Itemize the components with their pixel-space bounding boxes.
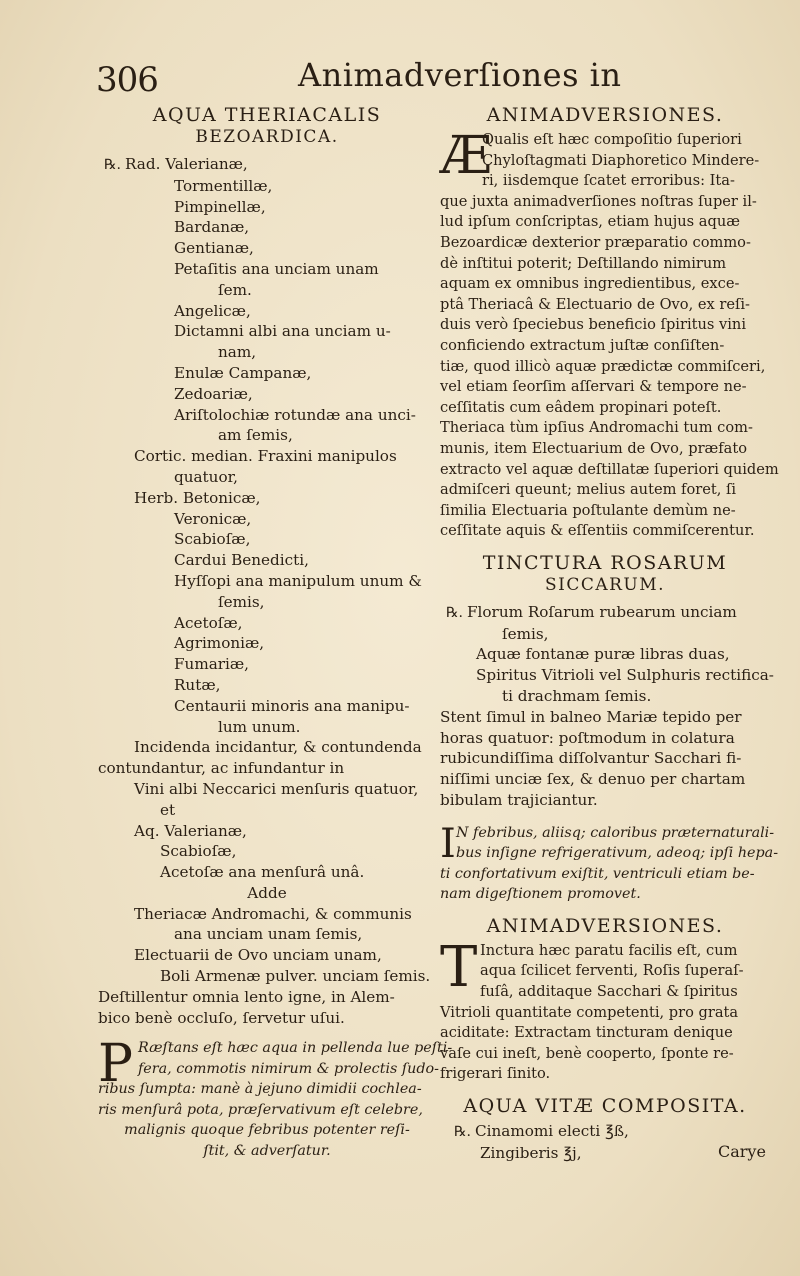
recipe-line: Veronicæ, bbox=[174, 509, 252, 528]
running-title: Animadverſiones in bbox=[298, 56, 622, 94]
text-line: Bezoardicæ dexterior præparatio commo- bbox=[440, 233, 751, 251]
recipe-line: Deſtillentur omnia lento igne, in Alem- bbox=[98, 987, 395, 1006]
text-line: admiſceri queunt; melius autem foret, ſi bbox=[440, 481, 737, 499]
text-line: aciditate: Extractam tincturam denique bbox=[440, 1024, 733, 1042]
note-line: ris menſurâ pota, præſervativum eſt celebre, bbox=[98, 1101, 423, 1118]
recipe-line: Acetoſæ ana menſurâ unâ. bbox=[160, 863, 365, 882]
heading-line-2: BEZOARDICA. bbox=[195, 127, 339, 147]
note-line: nam digeſtionem promovet. bbox=[440, 886, 641, 903]
recipe-line: Ariſtolochiæ rotundæ ana unci- bbox=[174, 405, 416, 424]
recipe-text: Cinamomi electi ℥ß, bbox=[475, 1122, 629, 1140]
catchword: Carye bbox=[718, 1142, 766, 1161]
text-line: vaſe cui ineſt, benè cooperto, ſponte re- bbox=[440, 1044, 734, 1062]
drop-capital: P bbox=[98, 1034, 133, 1095]
recipe-text: Rad. Valerianæ, bbox=[125, 155, 248, 173]
recipe-mark: ℞. bbox=[446, 604, 464, 621]
recipe-line: Zedoariæ, bbox=[174, 384, 253, 403]
text-line: Chyloſtagmati Diaphoretico Mindere- bbox=[482, 151, 760, 169]
text-line: duis verò ſpeciebus beneficio ſpiritus vini bbox=[440, 316, 746, 334]
text-line: frigerari ſinito. bbox=[440, 1065, 551, 1083]
recipe-line: Cortic. median. Fraxini manipulos bbox=[134, 447, 397, 466]
text-line: Qualis eſt hæc compoſitio ſuperiori bbox=[482, 131, 742, 148]
recipe-text: Florum Roſarum rubearum unciam bbox=[467, 602, 737, 621]
recipe-mark: ℞. bbox=[104, 157, 122, 173]
recipe-line: ſem. bbox=[218, 280, 252, 299]
recipe-line: Tormentillæ, bbox=[174, 176, 273, 195]
text-line: dè inſtitui poterit; Deſtillando nimirum bbox=[440, 254, 727, 272]
recipe-line: ſemis, bbox=[502, 624, 549, 643]
recipe-line: Boli Armenæ pulver. unciam ſemis. bbox=[160, 967, 431, 986]
text-line: extracto vel aquæ deſtillatæ ſuperiori quidem bbox=[440, 460, 779, 478]
recipe-list bbox=[98, 154, 436, 1028]
text-line: aquam ex omnibus ingredientibus, exce- bbox=[440, 275, 740, 293]
recipe-line: Electuarii de Ovo unciam unam, bbox=[134, 946, 382, 965]
recipe-line: ſemis, bbox=[218, 592, 265, 611]
recipe-line: Enulæ Campanæ, bbox=[174, 363, 312, 382]
drop-capital: T bbox=[440, 934, 478, 1000]
text-line: munis, item Electuarium de Ovo, præfato bbox=[440, 439, 748, 457]
text-line: vel etiam ſeorſim aſſervari & tempore ne- bbox=[440, 378, 747, 396]
note-line: fera, commotis nimirum & prolectis ſudo- bbox=[138, 1060, 439, 1077]
recipe-line: lum unum. bbox=[218, 717, 301, 736]
left-heading bbox=[98, 104, 436, 148]
text-line: Inctura hæc paratu facilis eſt, cum bbox=[480, 941, 738, 959]
text-line: tiæ, quod illicò aquæ prædictæ commiſceri, bbox=[440, 357, 766, 375]
recipe-line: am ſemis, bbox=[218, 426, 293, 445]
recipe-line: Agrimoniæ, bbox=[174, 634, 265, 653]
animadversiones-heading: ANIMADVERSIONES. bbox=[486, 104, 724, 126]
recipe-mark: ℞. bbox=[454, 1124, 472, 1140]
text-line: Theriaca tùm ipſius Andromachi tum com- bbox=[440, 419, 753, 437]
recipe-line: Petaſitis ana unciam unam bbox=[174, 259, 379, 278]
right-column bbox=[440, 104, 779, 1164]
recipe-line: Theriacæ Andromachi, & communis bbox=[134, 904, 412, 923]
recipe-line: nam, bbox=[218, 343, 257, 362]
recipe-line: Centaurii minoris ana manipu- bbox=[174, 696, 410, 715]
animadversiones-paragraph-2 bbox=[440, 934, 770, 1085]
tinctura-note bbox=[440, 820, 779, 905]
recipe-line bbox=[440, 1121, 770, 1143]
tinctura-heading bbox=[440, 552, 770, 596]
recipe-line: ana unciam unam ſemis, bbox=[174, 925, 363, 944]
left-column bbox=[98, 104, 453, 1161]
text-line: ri, iisdemque ſcatet erroribus: Ita- bbox=[482, 172, 735, 190]
recipe-line: Spiritus Vitrioli vel Sulphuris rectifica- bbox=[476, 666, 774, 685]
recipe-line: Acetoſæ, bbox=[174, 613, 243, 632]
text-line: ceſſitate aquis & eſſentiis commiſcerentur. bbox=[440, 522, 755, 540]
text-line: ceſſitatis cum eâdem propinari poteſt. bbox=[440, 398, 722, 416]
recipe-line: Aquæ fontanæ puræ libras duas, bbox=[476, 645, 730, 664]
page-number: 306 bbox=[96, 60, 158, 100]
note-line: malignis quoque febribus potenter reſi- bbox=[124, 1122, 410, 1139]
recipe-line: Pimpinellæ, bbox=[174, 197, 266, 216]
recipe-line: horas quatuor: poſtmodum in colatura bbox=[440, 728, 735, 747]
text-line: Vitrioli quantitate competenti, pro grata bbox=[440, 1003, 739, 1021]
heading-line-1: AQUA THERIACALIS bbox=[152, 104, 382, 126]
heading-line-2: SICCARUM. bbox=[544, 574, 666, 595]
note-line: ſtit, & adverſatur. bbox=[203, 1142, 331, 1159]
text-line: fuſâ, additaque Sacchari & ſpiritus bbox=[480, 983, 738, 1001]
note-paragraph bbox=[98, 1034, 453, 1161]
recipe-line: Dictamni albi ana unciam u- bbox=[174, 322, 391, 341]
note-line: Ræſtans eſt hæc aqua in pellenda lue peſti- bbox=[138, 1040, 453, 1057]
recipe-line: Gentianæ, bbox=[174, 239, 254, 258]
recipe-line: Herb. Betonicæ, bbox=[134, 488, 261, 507]
note-line: ribus ſumpta: manè à jejuno dimidii cochlea- bbox=[98, 1081, 422, 1098]
recipe-line: Vini albi Neccarici menſuris quatuor, bbox=[134, 779, 419, 798]
recipe-line: quatuor, bbox=[174, 467, 239, 486]
recipe-line: niſſimi unciæ ſex, & denuo per chartam bbox=[440, 770, 746, 789]
recipe-line: Adde bbox=[247, 883, 287, 902]
recipe-line: Hyſſopi ana manipulum unum & bbox=[174, 571, 422, 590]
recipe-line: contundantur, ac infundantur in bbox=[98, 759, 345, 778]
drop-capital: I bbox=[440, 820, 456, 867]
animadversiones-heading-2: ANIMADVERSIONES. bbox=[486, 914, 724, 937]
recipe-line: Zingiberis ℥j, bbox=[480, 1143, 582, 1162]
recipe-line: Scabioſæ, bbox=[174, 530, 251, 549]
recipe-line: bico benè occluſo, ſervetur uſui. bbox=[98, 1008, 345, 1027]
recipe-line: Fumariæ, bbox=[174, 655, 249, 674]
text-line: conficiendo extractum juſtæ conſiſten- bbox=[440, 336, 725, 354]
recipe-line: Aq. Valerianæ, bbox=[134, 821, 247, 840]
recipe-line: Rutæ, bbox=[174, 675, 221, 694]
recipe-line: Incidenda incidantur, & contundenda bbox=[134, 738, 422, 757]
recipe-line bbox=[98, 154, 436, 176]
recipe-line: ti drachmam ſemis. bbox=[502, 687, 652, 706]
text-line: que juxta animadverſiones noſtras ſuper il- bbox=[440, 192, 757, 210]
note-line: bus inſigne refrigerativum, adeoq; ipſi hepa- bbox=[456, 845, 779, 862]
recipe-line: Angelicæ, bbox=[174, 301, 251, 320]
recipe-line: Stent ſimul in balneo Mariæ tepido per bbox=[440, 707, 742, 726]
note-line: ti confortativum exiſtit, ventriculi etiam be- bbox=[440, 865, 755, 882]
heading-line-1: TINCTURA ROSARUM bbox=[482, 551, 728, 574]
text-line: aqua ſcilicet ferventi, Roſis ſuperaſ- bbox=[480, 962, 744, 980]
text-line: ſimilia Electuaria poſtulante demùm ne- bbox=[440, 501, 736, 519]
text-line: lud ipſum conſcriptas, etiam hujus aquæ bbox=[440, 213, 740, 231]
animadversiones-paragraph bbox=[440, 126, 779, 542]
tinctura-recipe bbox=[440, 602, 774, 811]
drop-capital: Æ bbox=[440, 126, 493, 186]
text-line: ptâ Theriacâ & Electuario de Ovo, ex reſi- bbox=[440, 295, 750, 313]
recipe-line: bibulam trajiciantur. bbox=[440, 791, 598, 810]
recipe-line: rubicundiſſima diſſolvantur Sacchari fi- bbox=[440, 749, 742, 768]
note-line: N febribus, aliisq; caloribus præternaturali- bbox=[456, 824, 775, 841]
recipe-line bbox=[440, 602, 770, 624]
recipe-line: Bardanæ, bbox=[174, 218, 250, 237]
recipe-line: et bbox=[160, 800, 176, 819]
aqua-vitae-heading: AQUA VITÆ COMPOSITA. bbox=[463, 1095, 747, 1117]
recipe-line: Scabioſæ, bbox=[160, 842, 237, 861]
recipe-line: Cardui Benedicti, bbox=[174, 551, 309, 570]
